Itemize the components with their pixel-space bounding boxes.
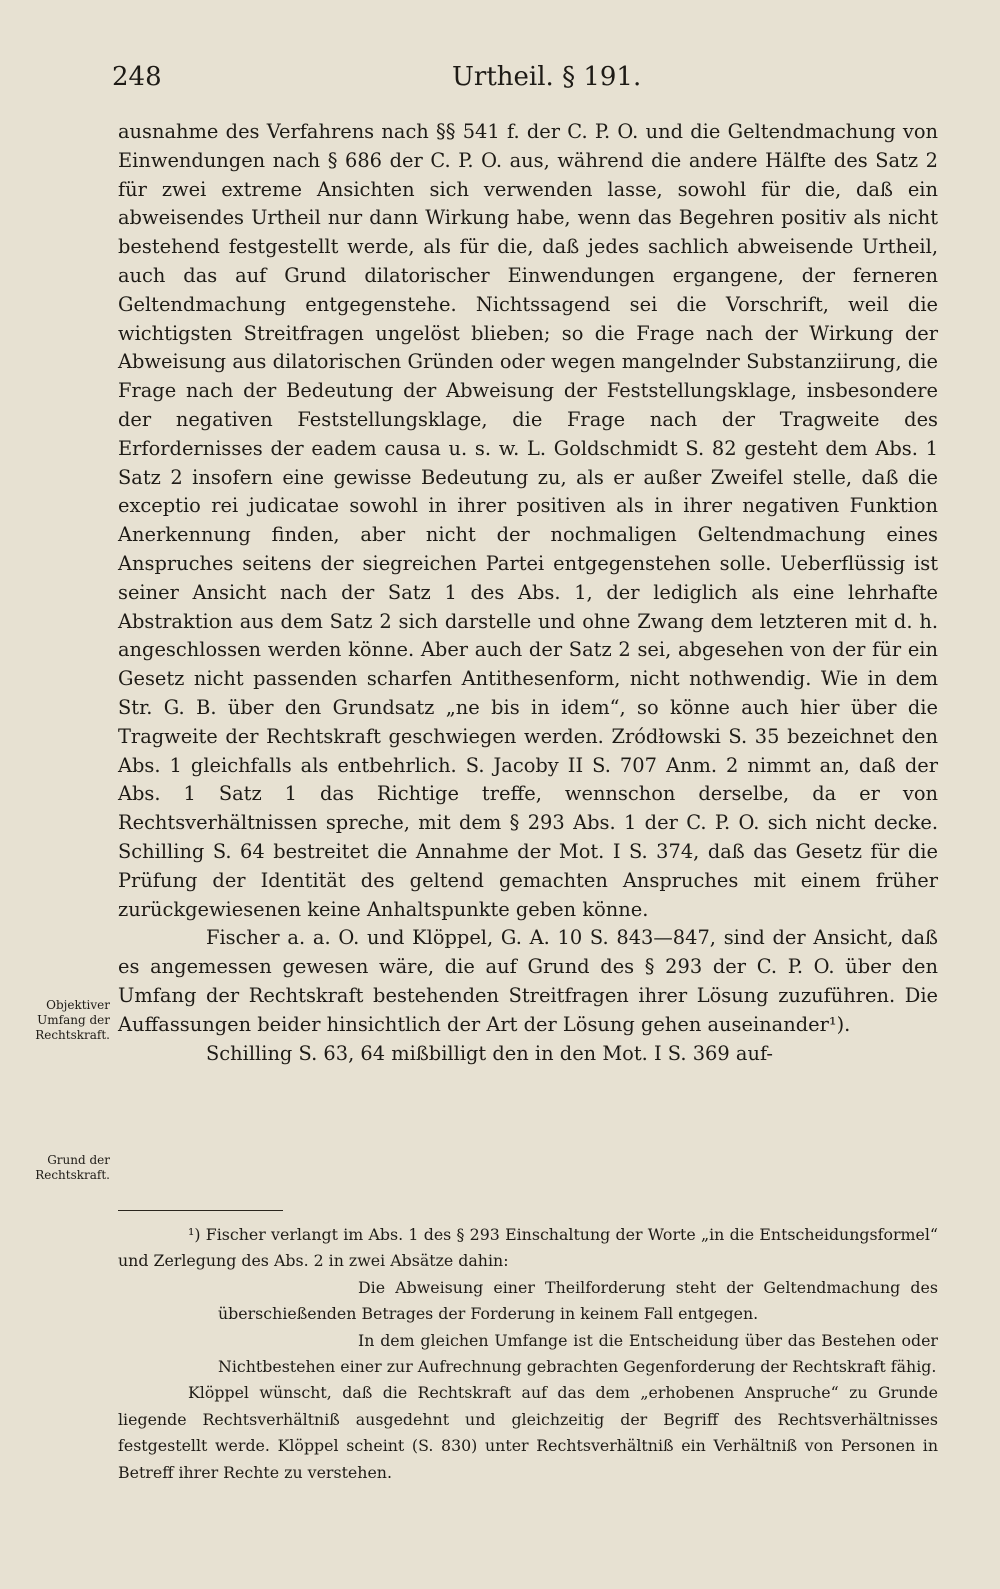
footnote-quote: Die Abweisung einer Theilforderung steht der Geltendmachung des überschießenden Betrages der Forderung in keinem Fall entgegen.: [218, 1277, 938, 1324]
main-text: [118, 118, 938, 1068]
paragraph: Schilling S. 63, 64 mißbilligt den in den Mot. I S. 369 auf-: [206, 1041, 773, 1065]
footnote-divider: [118, 1210, 283, 1211]
page-header: [112, 62, 940, 98]
margin-note-objective-scope: Objektiver Umfang der Rechtskraft.: [35, 998, 110, 1042]
paragraph: Fischer a. a. O. und Klöppel, G. A. 10 S. 843—847, sind der Ansicht, daß es angemessen gewesen wäre, die auf Grund des § 293 der C. P. O. über den Umfang der Rechtskraft bestehenden Streitfragen ihrer Lösung zuzuführen. Die Auffassungen beider hinsichtlich der Art der Lösung gehen auseinander¹).: [118, 926, 938, 1036]
margin-note-basis: Grund der Rechtskraft.: [35, 1153, 110, 1182]
footnote-paragraph: Klöppel wünscht, daß die Rechtskraft auf das dem „erhobenen Anspruche“ zu Grunde liegende Rechtsverhältniß ausgedehnt und gleichzeitig der Begriff des Rechtsverhältnisses festgestellt werde. Klöppel scheint (S. 830) unter Rechtsverhältniß ein Verhältniß von Personen in Betreff ihrer Rechte zu verstehen.: [118, 1383, 938, 1482]
footnote: ¹) Fischer verlangt im Abs. 1 des § 293 Einschaltung der Worte „in die Entscheidungsformel“ und Zerlegung des Abs. 2 in zwei Absätze dahin:: [118, 1225, 938, 1271]
paragraph: ausnahme des Verfahrens nach §§ 541 f. der C. P. O. und die Geltendmachung von Einwendungen nach § 686 der C. P. O. aus, während die andere Hälfte des Satz 2 für zwei extreme Ansichten sich verwenden lasse, sowohl für die, daß ein abweisendes Urtheil nur dann Wirkung habe, wenn das Begehren positiv als nicht bestehend festgestellt werde, als für die, daß jedes sachlich abweisende Urtheil, auch das auf Grund dilatorischer Einwendungen ergangene, der ferneren Geltendmachung entgegenstehe. Nichtssagend sei die Vorschrift, weil die wichtigsten Streitfragen ungelöst blieben; so die Frage nach der Wirkung der Abweisung aus dilatorischen Gründen oder wegen mangelnder Substanziirung, die Frage nach der Bedeutung der Abweisung der Feststellungsklage, insbesondere der negativen Feststellungsklage, die Frage nach der Tragweite des Erfordernisses der eadem causa u. s. w. L. Goldschmidt S. 82 gesteht dem Abs. 1 Satz 2 insofern eine gewisse Bedeutung zu, als er außer Zweifel stelle, daß die exceptio rei judicatae sowohl in ihrer positiven als in ihrer negativen Funktion Anerkennung finden, aber nicht der nochmaligen Geltendmachung eines Anspruches seitens der siegreichen Partei entgegenstehen solle. Ueberflüssig ist seiner Ansicht nach der Satz 1 des Abs. 1, der lediglich als eine lehrhafte Abstraktion aus dem Satz 2 sich darstelle und ohne Zwang dem letzteren mit d. h. angeschlossen werden könne. Aber auch der Satz 2 sei, abgesehen von der für ein Gesetz nicht passenden scharfen Antithesenform, nicht nothwendig. Wie in dem Str. G. B. über den Grundsatz „ne bis in idem“, so könne auch hier über die Tragweite der Rechtskraft geschwiegen werden. Zródłowski S. 35 bezeichnet den Abs. 1 gleichfalls als entbehrlich. S. Jacoby II S. 707 Anm. 2 nimmt an, daß der Abs. 1 Satz 1 das Richtige treffe, wennschon derselbe, da er von Rechtsverhältnissen spreche, mit dem § 293 Abs. 1 der C. P. O. sich nicht decke. Schilling S. 64 bestreitet die Annahme der Mot. I S. 374, daß das Gesetz für die Prüfung der Identität des geltend gemachten Anspruches mit einem früher zurückgewiesenen keine Anhaltspunkte geben könne.: [118, 120, 938, 921]
page-number: 248: [112, 62, 162, 92]
footnote-quote: In dem gleichen Umfange ist die Entscheidung über das Bestehen oder Nichtbestehen einer zur Aufrechnung gebrachten Gegenforderung der Rechtskraft fähig.: [218, 1330, 938, 1377]
footnotes: [118, 1222, 938, 1486]
running-title: Urtheil. § 191.: [452, 62, 642, 92]
